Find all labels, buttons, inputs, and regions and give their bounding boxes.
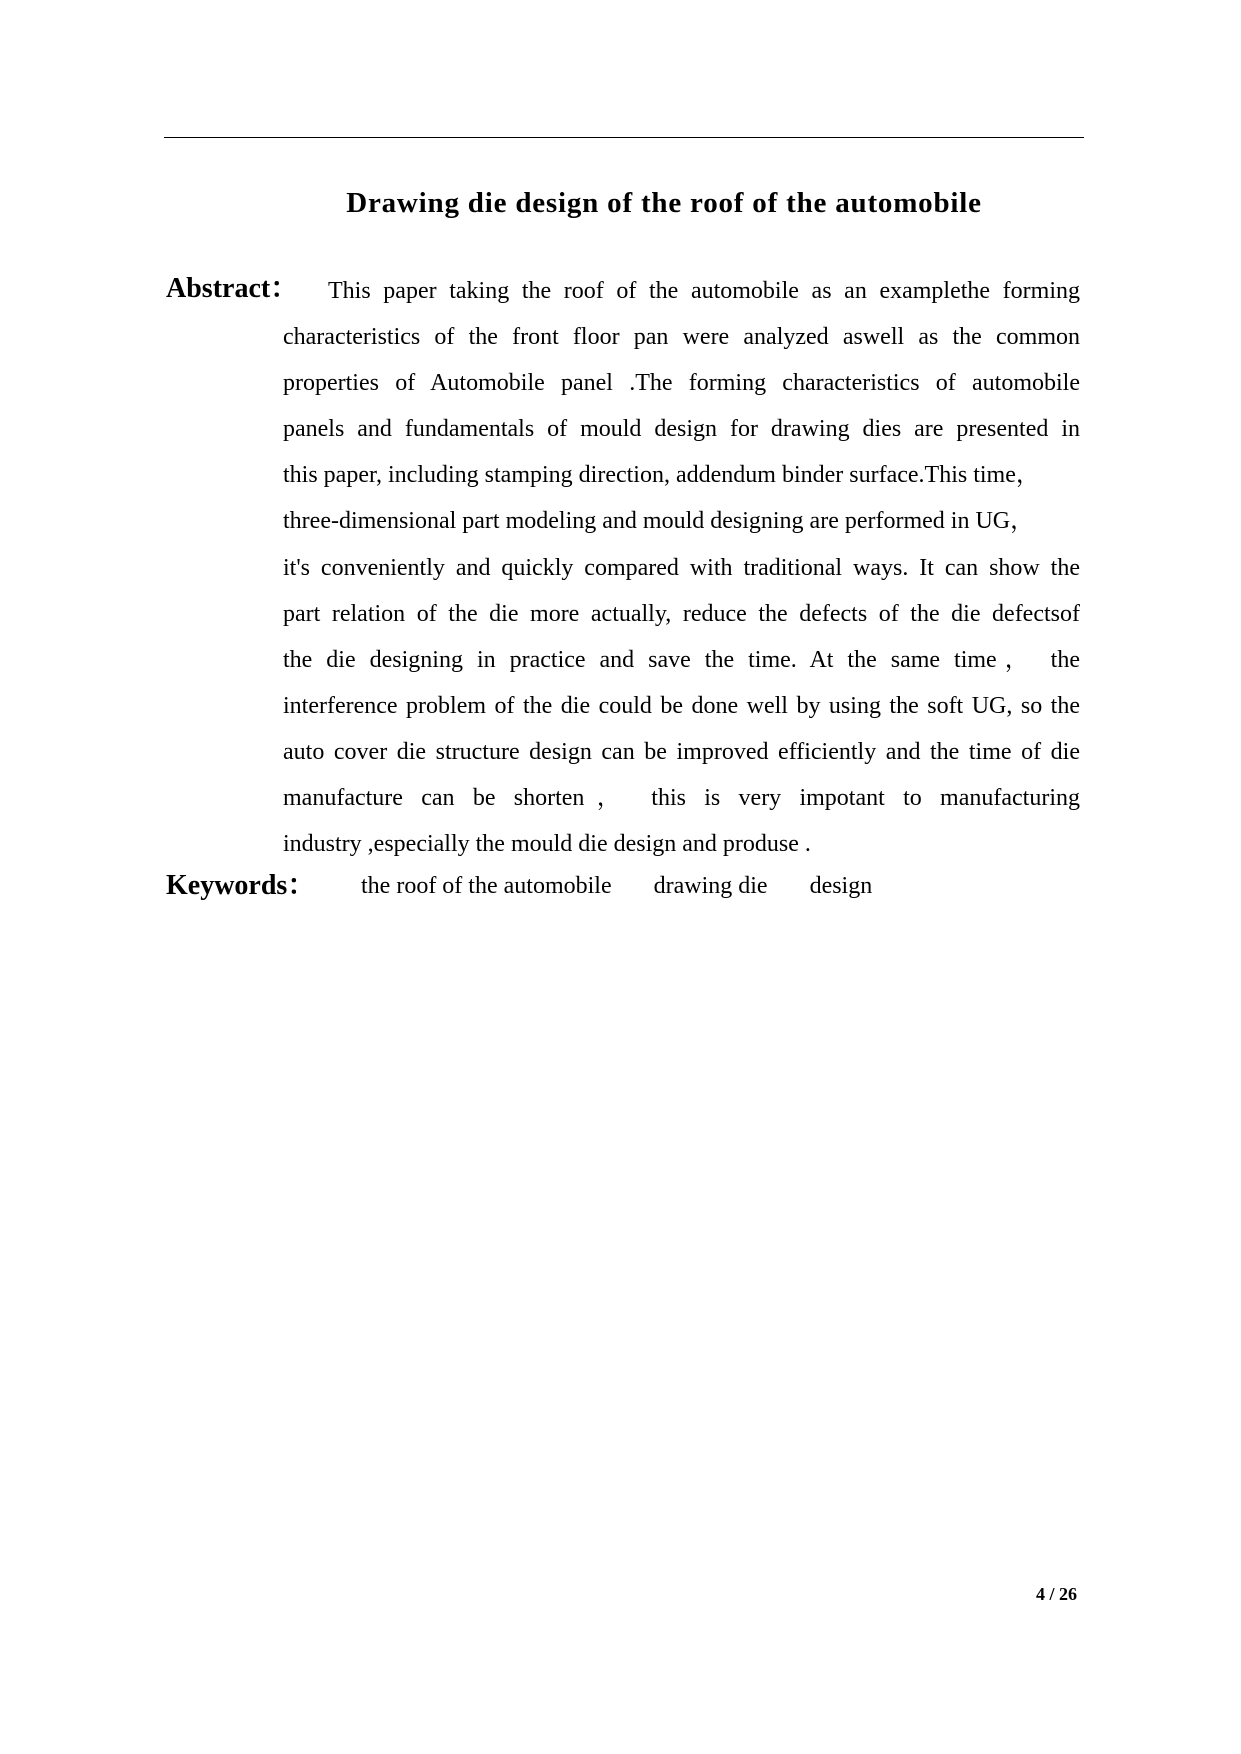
page-number: 4 / 26 — [1035, 1584, 1077, 1604]
abstract-line: characteristics of the front floor pan were analyzed aswell as the common — [283, 324, 1080, 351]
abstract-line: the die designing in practice and save the time. At the same time， the — [283, 646, 1080, 673]
abstract-line: this paper, including stamping direction, addendum binder surface.This time， — [283, 462, 1040, 489]
keyword: design — [809, 873, 873, 899]
abstract-line: it's conveniently and quickly compared with traditional ways. It can show the — [283, 554, 1080, 581]
abstract-line: properties of Automobile panel .The forming characteristics of automobile — [283, 370, 1080, 397]
header-rule — [164, 137, 1084, 138]
keyword: the roof of the automobile — [361, 873, 612, 899]
abstract-line: industry ,especially the mould die design and produse . — [283, 831, 811, 858]
abstract-line: auto cover die structure design can be improved efficiently and the time of die — [283, 738, 1080, 765]
abstract-label: Abstract： — [166, 273, 299, 304]
abstract-line: interference problem of the die could be done well by using the soft UG, so the — [283, 692, 1080, 719]
abstract-line: manufacture can be shorten， this is very impotant to manufacturing — [283, 785, 1080, 812]
keywords-label: Keywords： — [166, 870, 316, 901]
paper-title: Drawing die design of the roof of the automobile — [346, 187, 982, 219]
abstract-line: This paper taking the roof of the automobile as an examplethe forming — [328, 278, 1080, 304]
keyword: drawing die — [653, 873, 768, 899]
abstract-line: part relation of the die more actually, reduce the defects of the die defectsof — [283, 600, 1080, 627]
abstract-body — [283, 268, 1080, 867]
abstract-line: panels and fundamentals of mould design for drawing dies are presented in — [283, 416, 1080, 443]
keywords-list — [361, 866, 908, 906]
abstract-line: three-dimensional part modeling and mould designing are performed in UG， — [283, 508, 1035, 535]
